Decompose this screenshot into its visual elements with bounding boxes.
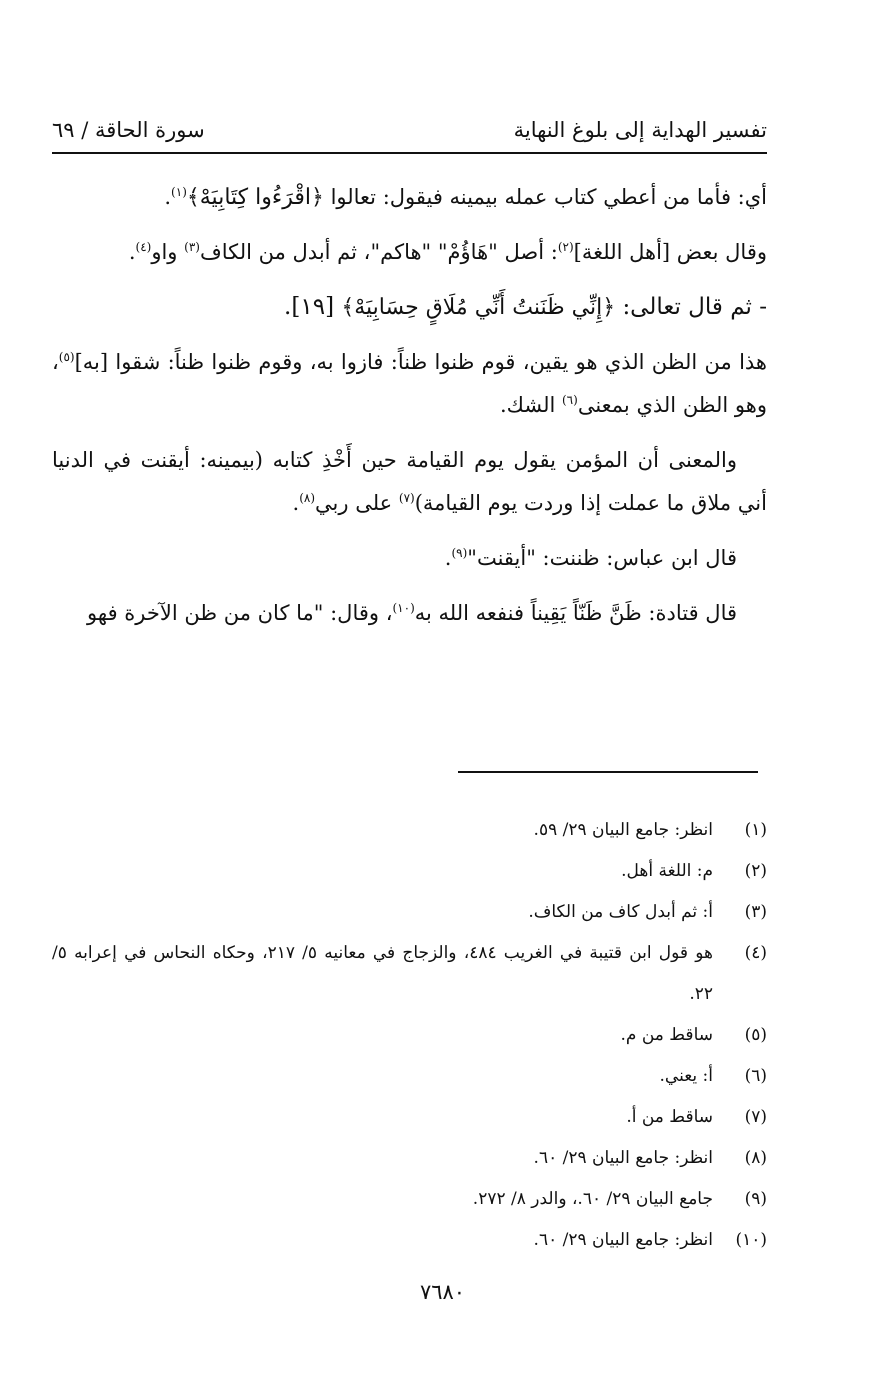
book-title: تفسير الهداية إلى بلوغ النهاية [513, 118, 767, 142]
running-header [52, 108, 767, 154]
quran-quote: ﴿اقْرَءُوا كِتَابِيَهْ﴾ [186, 185, 324, 210]
footnote-text: انظر: جامع البيان ٢٩/ ٦٠. [533, 1148, 713, 1168]
footnote-item [52, 851, 767, 892]
verse-heading: - ثم قال تعالى: ﴿إِنِّي ظَنَنتُ أَنِّي مُلَاقٍ حِسَابِيَهْ﴾ [١٩]. [284, 294, 767, 320]
footnote-marker: (١) [171, 185, 187, 199]
page-number: ٧٦٨٠ [419, 1280, 466, 1304]
footnote-item [52, 1138, 767, 1179]
paragraph: قال قتادة: ظَنَّ ظَنّاً يَقِيناً فنفعه الله به$^{(١٠)}$، وقال: "ما كان من ظن الآخرة فهو [87, 601, 737, 625]
footnote-number: (٣) [744, 902, 767, 922]
footnote-marker: (٨) [299, 491, 316, 505]
footnote-text: أ: ثم أبدل كاف من الكاف. [528, 902, 713, 922]
footnote-marker: (٤) [135, 240, 152, 254]
footnote-number: (٩) [744, 1189, 767, 1209]
footnote-text: أ: يعني. [659, 1066, 713, 1086]
commentary-text [52, 176, 767, 647]
footnote-marker: (١٠) [392, 601, 415, 615]
paragraph: قال ابن عباس: ظننت: "أيقنت"$^{(٩)}$. [444, 546, 737, 570]
footnote-item [52, 1179, 767, 1220]
quran-quote: ﴿إِنِّي ظَنَنتُ أَنِّي مُلَاقٍ حِسَابِيَهْ﴾ [341, 295, 616, 320]
footnote-divider [458, 771, 758, 773]
footnote-number: (٧) [744, 1107, 767, 1127]
footnote-marker: (٢) [557, 240, 574, 254]
footnote-number: (١٠) [735, 1230, 767, 1250]
footnote-marker: (٦) [561, 393, 578, 407]
footnote-number: (١) [744, 820, 767, 840]
footnote-text: م: اللغة أهل. [621, 861, 713, 881]
footnote-item [52, 1056, 767, 1097]
paragraph: وقال بعض [أهل اللغة]$^{(٢)}$: أصل "هَاؤُمْ" "هاكم"، ثم أبدل من الكاف$^{(٣)}$ واو$^{(٤)}$. [128, 240, 767, 264]
footnote-text: انظر: جامع البيان ٢٩/ ٥٩. [533, 820, 713, 840]
footnote-item [52, 810, 767, 851]
footnotes-list [52, 810, 767, 1261]
footnote-number: (٥) [744, 1025, 767, 1045]
verse-number: [١٩] [291, 294, 335, 320]
surah-reference: سورة الحاقة / ٦٩ [52, 118, 205, 142]
footnote-text: جامع البيان ٢٩/ ٦٠.، والدر ٨/ ٢٧٢. [472, 1189, 713, 1209]
footnote-marker: (٧) [398, 491, 415, 505]
footnote-item [52, 933, 767, 1015]
footnote-text: ساقط من م. [620, 1025, 713, 1045]
footnote-item [52, 1097, 767, 1138]
paragraph: أي: فأما من أعطي كتاب عمله بيمينه فيقول: تعالوا ﴿اقْرَءُوا كِتَابِيَهْ﴾$^{(١)}$. [164, 185, 767, 210]
paragraph: والمعنى أن المؤمن يقول يوم القيامة حين أَخْذِ كتابه (بيمينه: أيقنت في الدنيا أني ملاق ما عملت إذا وردت يوم القيامة)$^{(٧)}$ على ربي$^{(٨)}$. [52, 448, 767, 515]
footnote-item [52, 1015, 767, 1056]
footnote-marker: (٥) [58, 350, 75, 364]
footnote-item [52, 892, 767, 933]
footnote-number: (٤) [744, 943, 767, 963]
footnote-text: ساقط من أ. [626, 1107, 713, 1127]
footnote-text: انظر: جامع البيان ٢٩/ ٦٠. [533, 1230, 713, 1250]
footnote-text: هو قول ابن قتيبة في الغريب ٤٨٤، والزجاج في معانيه ٥/ ٢١٧، وحكاه النحاس في إعرابه ٥/ ٢٢. [52, 943, 713, 1004]
paragraph: هذا من الظن الذي هو يقين، قوم ظنوا ظناً: فازوا به، وقوم ظنوا ظناً: شقوا [به]$^{(٥)}$، وهو الظن الذي بمعنى$^{(٦)}$ الشك. [52, 350, 767, 417]
footnote-number: (٦) [744, 1066, 767, 1086]
footnote-number: (٨) [744, 1148, 767, 1168]
footnote-marker: (٩) [451, 546, 468, 560]
footnote-marker: (٣) [184, 240, 200, 254]
footnote-item [52, 1220, 767, 1261]
footnote-number: (٢) [744, 861, 767, 881]
